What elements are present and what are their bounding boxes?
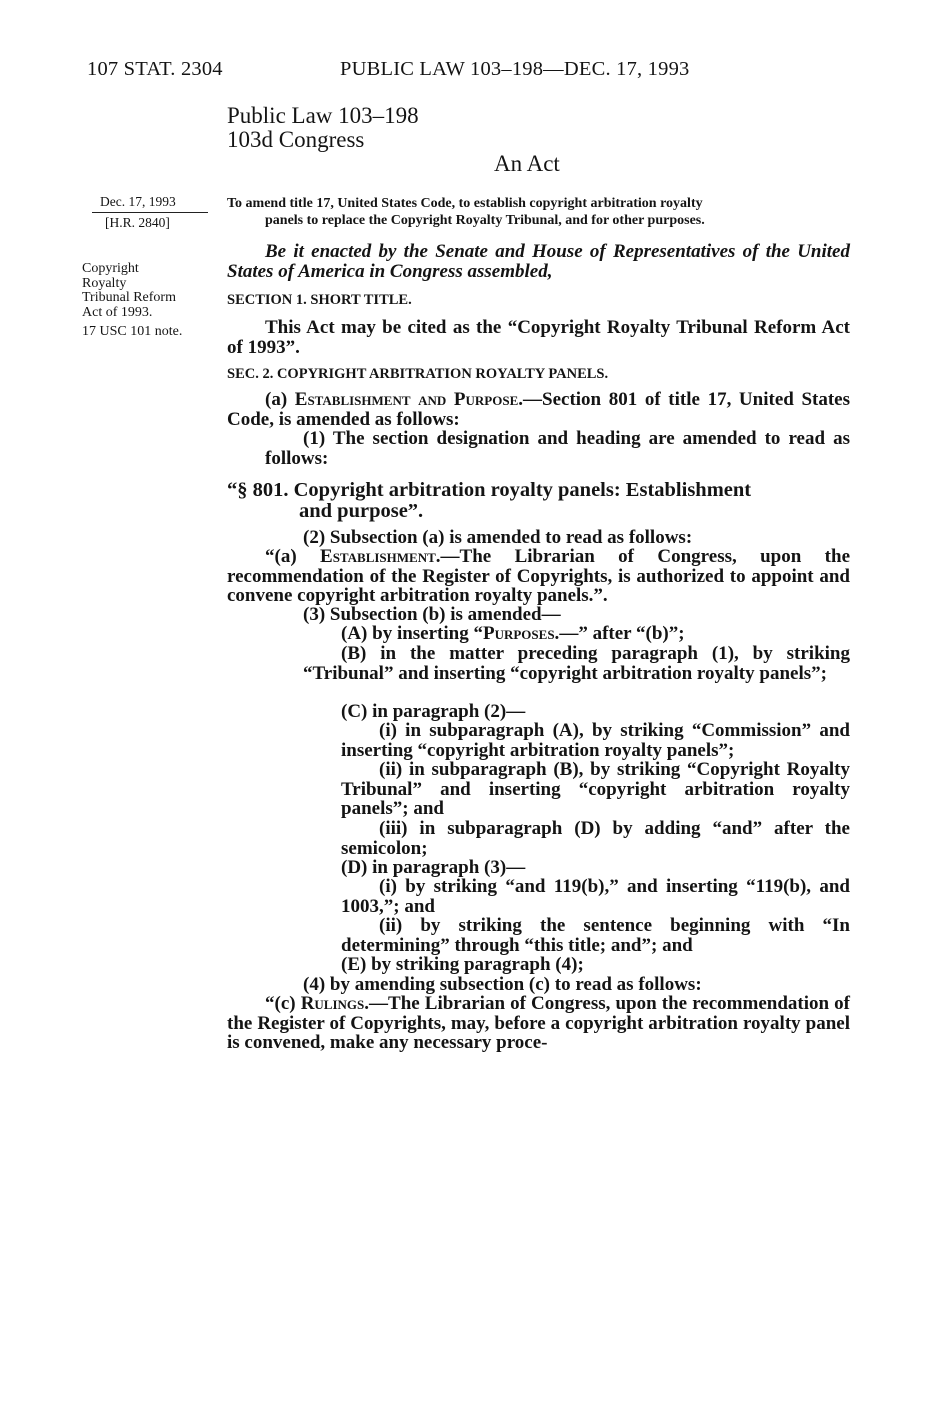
paragraph-3C-ii: (ii) in subparagraph (B), by striking “Copyright Royalty Tribunal” and inserting “copyright arbitration royalty panels”; and xyxy=(341,759,850,819)
margin-note-line: Royalty xyxy=(82,275,127,291)
paragraph-1: (1) The section designation and heading are amended to read as follows: xyxy=(265,428,850,469)
quoted-subsection-c-caption: Rulings. xyxy=(300,993,370,1014)
section-801-heading-line-2: and purpose”. xyxy=(299,500,424,522)
subsection-a-caption: Establishment and Purpose. xyxy=(294,389,524,410)
quoted-subsection-c-text: —The Librarian of Congress, upon the recommendation of the Register of Copyrights, may, before a copyright arbitration royalty panel is convened, make any necessary proce- xyxy=(227,993,850,1053)
paragraph-3D-i: (i) by striking “and 119(b),” and inserting “119(b), and 1003,”; and xyxy=(341,876,850,917)
page-stat-citation: 107 STAT. 2304 xyxy=(87,58,223,80)
margin-bill-number: [H.R. 2840] xyxy=(105,215,170,230)
paragraph-3: (3) Subsection (b) is amended— xyxy=(303,604,561,625)
quoted-subsection-a-label: “(a) xyxy=(265,546,321,567)
purpose-line-1: To amend title 17, United States Code, to establish copyright arbitration royalty xyxy=(227,196,703,211)
paragraph-3A-pre: (A) by inserting “ xyxy=(341,623,483,644)
margin-usc-note: 17 USC 101 note. xyxy=(82,324,183,339)
paragraph-3E: (E) by striking paragraph (4); xyxy=(341,954,584,975)
margin-note-line: Copyright xyxy=(82,261,139,276)
running-head-law-date: PUBLIC LAW 103–198—DEC. 17, 1993 xyxy=(340,58,690,80)
quoted-subsection-a-caption: Establishment. xyxy=(320,546,441,567)
section-1-text: This Act may be cited as the “Copyright Royalty Tribunal Reform Act of 1993”. xyxy=(227,317,850,358)
margin-divider xyxy=(92,212,208,213)
quoted-subsection-a-text: —The Librarian of Congress, upon the recommendation of the Register of Copyrights, is authorized to appoint and convene copyright arbitration royalty panels.”. xyxy=(227,546,851,606)
public-law-number: Public Law 103–198 xyxy=(227,103,419,128)
section-801-heading xyxy=(227,480,850,522)
section-2-heading: SEC. 2. COPYRIGHT ARBITRATION ROYALTY PANELS. xyxy=(227,366,609,382)
paragraph-4: (4) by amending subsection (c) to read as follows: xyxy=(303,974,702,995)
subsection-a xyxy=(227,390,850,429)
margin-note-line: Tribunal Reform xyxy=(82,290,176,305)
subsection-a-label: (a) xyxy=(265,389,295,410)
paragraph-3C-iii: (iii) in subparagraph (D) by adding “and” after the semicolon; xyxy=(341,818,850,859)
paragraph-2: (2) Subsection (a) is amended to read as follows: xyxy=(303,527,693,548)
margin-date: Dec. 17, 1993 xyxy=(100,194,176,209)
act-purpose xyxy=(227,195,850,229)
section-1-heading: SECTION 1. SHORT TITLE. xyxy=(227,292,412,308)
subsection-a-text: —Section 801 of title 17, United States Code, is amended as follows: xyxy=(227,389,850,430)
paragraph-3C: (C) in paragraph (2)— xyxy=(341,701,526,722)
quoted-subsection-c-label: “(c) xyxy=(265,993,301,1014)
margin-note-line: Act of 1993. xyxy=(82,304,153,320)
paragraph-3D: (D) in paragraph (3)— xyxy=(341,857,526,878)
congress-number: 103d Congress xyxy=(227,127,365,152)
an-act-heading: An Act xyxy=(494,151,560,176)
purpose-line-2: panels to replace the Copyright Royalty Tribunal, and for other purposes. xyxy=(265,213,705,228)
paragraph-3A-post: —” after “(b)”; xyxy=(559,623,685,644)
section-801-heading-line-1: “§ 801. Copyright arbitration royalty panels: Establishment xyxy=(227,479,752,501)
paragraph-3D-ii: (ii) by striking the sentence beginning with “In determining” through “this title; and”; and xyxy=(341,915,850,956)
enacting-clause: Be it enacted by the Senate and House of Representatives of the United States of America in Congress assembled, xyxy=(227,241,850,282)
margin-short-title-note xyxy=(82,262,176,320)
quoted-subsection-a xyxy=(227,547,850,606)
paragraph-3C-i: (i) in subparagraph (A), by striking “Commission” and inserting “copyright arbitration royalty panels”; xyxy=(341,720,850,761)
quoted-subsection-c xyxy=(227,994,850,1053)
paragraph-3A-caption: Purposes. xyxy=(482,623,560,644)
paragraph-3A xyxy=(227,624,850,644)
paragraph-3B: (B) in the matter preceding paragraph (1), by striking “Tribunal” and inserting “copyright arbitration royalty panels”; xyxy=(303,643,850,684)
